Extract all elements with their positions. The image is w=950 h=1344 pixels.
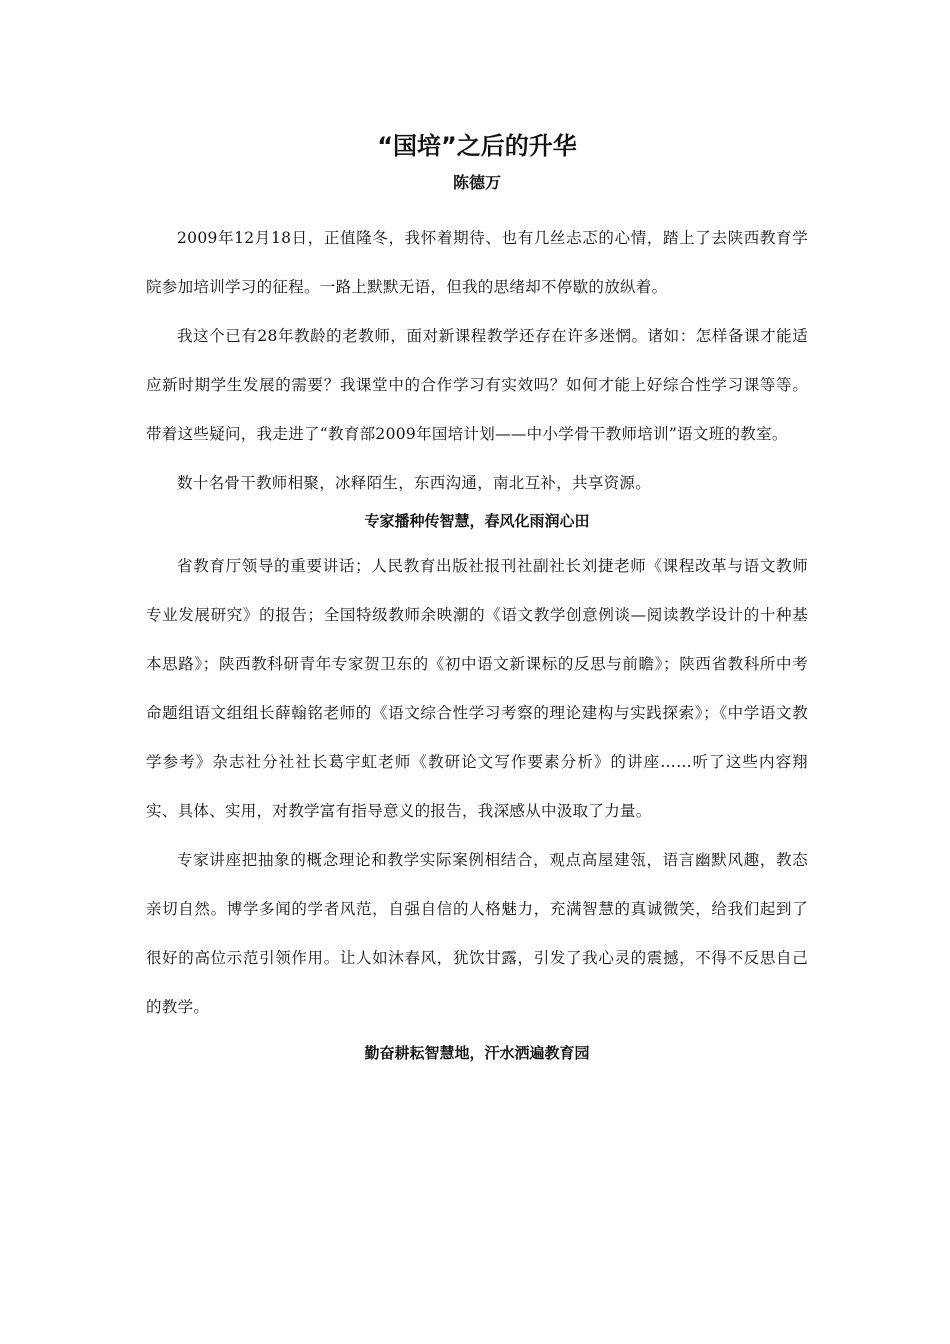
author-name: 陈德万: [452, 173, 501, 192]
section-heading: 专家播种传智慧，春风化雨润心田: [364, 512, 590, 530]
paragraph: 数十名骨干教师相聚，冰释陌生，东西沟通，南北互补，共享资源。: [177, 474, 652, 492]
paragraph: 专家讲座把抽象的概念理论和教学实际案例相结合，观点高屋建瓴，语言幽默风趣，教态亲切自然。博学多闻的学者风范，自强自信的人格魅力，充满智慧的真诚微笑，给我们起到了很好的高位示范引领作用。让人如沐春风，犹饮甘露，引发了我心灵的震撼，不得不反思自己的教学。: [146, 851, 808, 1016]
paragraph: 2009年12月18日，正值隆冬，我怀着期待、也有几丝忐忑的心情，踏上了去陕西教育学院参加培训学习的征程。一路上默默无语，但我的思绪却不停歇的放纵着。: [146, 229, 808, 296]
paragraph: 我这个已有28年教龄的老教师，面对新课程教学还存在许多迷惘。诸如：怎样备课才能适应新时期学生发展的需要？我课堂中的合作学习有实效吗？如何才能上好综合性学习课等等。带着这些疑问，我走进了“教育部2009年国培计划——中小学骨干教师培训”语文班的教室。: [146, 327, 808, 443]
document-page: [146, 126, 808, 1074]
section-heading: 勤奋耕耘智慧地，汗水洒遍教育园: [364, 1044, 590, 1062]
paragraph: 省教育厅领导的重要讲话；人民教育出版社报刊社副社长刘捷老师《课程改革与语文教师专业发展研究》的报告；全国特级教师余映潮的《语文教学创意例谈—阅读教学设计的十种基本思路》；陕西教科研青年专家贺卫东的《初中语文新课标的反思与前瞻》；陕西省教科所中考命题组语文组组长薛翰铭老师的《语文综合性学习考察的理论建构与实践探索》；《中学语文教学参考》杂志社分社社长葛宇虹老师《教研论文写作要素分析》的讲座……听了这些内容翔实、具体、实用，对教学富有指导意义的报告，我深感从中汲取了力量。: [146, 557, 808, 820]
document-title: “国培”之后的升华: [377, 132, 577, 160]
